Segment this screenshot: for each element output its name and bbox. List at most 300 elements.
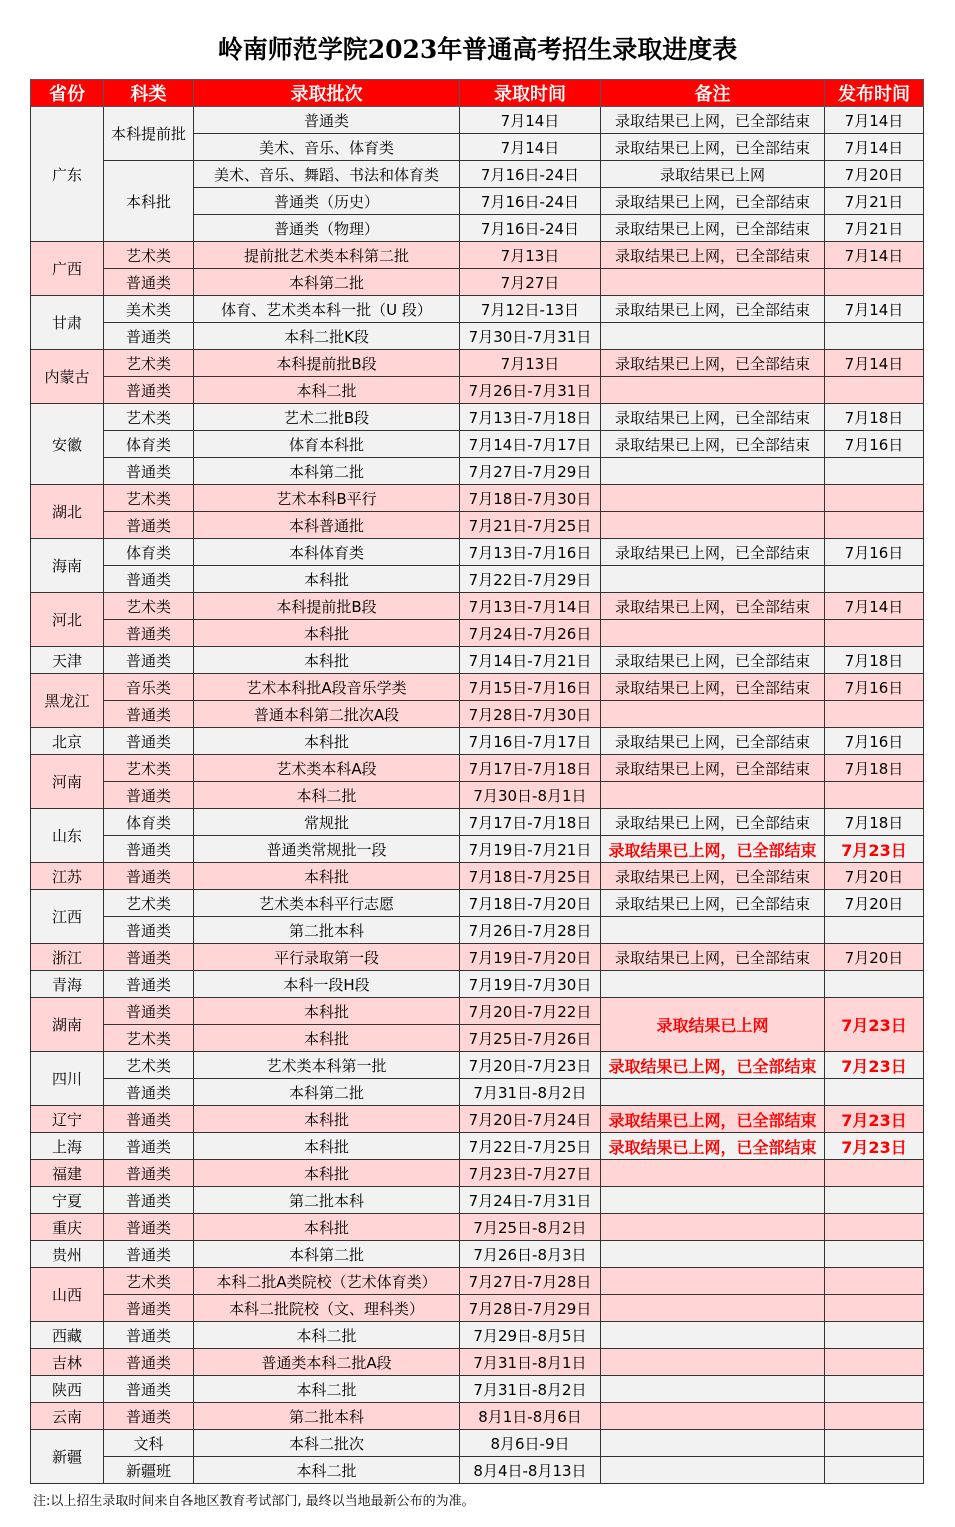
- publish-time-cell: 7月16日: [825, 674, 924, 701]
- table-row: [31, 539, 924, 566]
- category-cell: 普通类: [104, 863, 194, 890]
- table-row: [31, 593, 924, 620]
- admission-time-cell: 7月31日-8月2日: [460, 1079, 601, 1106]
- publish-time-cell: 7月16日: [825, 431, 924, 458]
- province-cell: 江西: [31, 890, 104, 944]
- admission-time-cell: 7月13日-7月18日: [460, 404, 601, 431]
- publish-time-cell: 7月23日: [825, 1106, 924, 1133]
- table-row: [31, 836, 924, 863]
- table-row: [31, 1376, 924, 1403]
- publish-time-cell: 7月14日: [825, 107, 924, 134]
- batch-cell: 本科批: [194, 1160, 460, 1187]
- province-cell: 新疆: [31, 1430, 104, 1484]
- batch-cell: 第二批本科: [194, 917, 460, 944]
- batch-cell: 本科二批: [194, 782, 460, 809]
- table-row: [31, 1079, 924, 1106]
- remarks-cell: 录取结果已上网，已全部结束: [601, 539, 825, 566]
- admission-time-cell: 7月20日-7月23日: [460, 1052, 601, 1079]
- publish-time-cell: [825, 1403, 924, 1430]
- remarks-cell: [601, 566, 825, 593]
- admission-time-cell: 7月13日-7月16日: [460, 539, 601, 566]
- province-cell: 河南: [31, 755, 104, 809]
- remarks-cell: 录取结果已上网，已全部结束: [601, 350, 825, 377]
- remarks-cell: [601, 971, 825, 998]
- admission-time-cell: 7月14日-7月17日: [460, 431, 601, 458]
- admission-time-cell: 7月30日-8月1日: [460, 782, 601, 809]
- table-row: [31, 755, 924, 782]
- category-cell: 普通类: [104, 917, 194, 944]
- admission-time-cell: 7月13日: [460, 350, 601, 377]
- batch-cell: 常规批: [194, 809, 460, 836]
- table-row: [31, 485, 924, 512]
- remarks-cell: 录取结果已上网，已全部结束: [601, 134, 825, 161]
- admission-time-cell: 7月21日-7月25日: [460, 512, 601, 539]
- remarks-cell: [601, 1187, 825, 1214]
- category-cell: 艺术类: [104, 404, 194, 431]
- remarks-cell: 录取结果已上网，已全部结束: [601, 863, 825, 890]
- publish-time-cell: [825, 1241, 924, 1268]
- publish-time-cell: [825, 323, 924, 350]
- admission-time-cell: 7月31日-8月2日: [460, 1376, 601, 1403]
- admission-time-cell: 7月22日-7月29日: [460, 566, 601, 593]
- category-cell: 普通类: [104, 323, 194, 350]
- table-row: [31, 161, 924, 188]
- remarks-cell: 录取结果已上网，已全部结束: [601, 674, 825, 701]
- admission-time-cell: 7月26日-7月31日: [460, 377, 601, 404]
- province-cell: 黑龙江: [31, 674, 104, 728]
- province-cell: 广东: [31, 107, 104, 242]
- remarks-cell: [601, 485, 825, 512]
- batch-cell: 本科批: [194, 647, 460, 674]
- admission-time-cell: 7月13日-7月14日: [460, 593, 601, 620]
- table-row: [31, 1052, 924, 1079]
- category-cell: 艺术类: [104, 1025, 194, 1052]
- province-cell: 广西: [31, 242, 104, 296]
- admission-time-cell: 7月14日-7月21日: [460, 647, 601, 674]
- table-row: [31, 620, 924, 647]
- province-cell: 浙江: [31, 944, 104, 971]
- remarks-cell: [601, 1079, 825, 1106]
- admission-time-cell: 8月6日-9日: [460, 1430, 601, 1457]
- remarks-cell: 录取结果已上网: [601, 998, 825, 1052]
- batch-cell: 本科第二批: [194, 1241, 460, 1268]
- publish-time-cell: 7月14日: [825, 242, 924, 269]
- batch-cell: 艺术类本科第一批: [194, 1052, 460, 1079]
- category-cell: 普通类: [104, 998, 194, 1025]
- remarks-cell: 录取结果已上网，已全部结束: [601, 728, 825, 755]
- province-cell: 贵州: [31, 1241, 104, 1268]
- province-cell: 云南: [31, 1403, 104, 1430]
- province-cell: 湖南: [31, 998, 104, 1052]
- category-cell: 艺术类: [104, 485, 194, 512]
- province-cell: 湖北: [31, 485, 104, 539]
- remarks-cell: [601, 1457, 825, 1484]
- category-cell: 艺术类: [104, 1052, 194, 1079]
- publish-time-cell: [825, 1214, 924, 1241]
- table-row: [31, 1295, 924, 1322]
- publish-time-cell: [825, 1187, 924, 1214]
- publish-time-cell: [825, 566, 924, 593]
- admission-time-cell: 8月4日-8月13日: [460, 1457, 601, 1484]
- remarks-cell: 录取结果已上网，已全部结束: [601, 296, 825, 323]
- publish-time-cell: [825, 377, 924, 404]
- publish-time-cell: 7月14日: [825, 134, 924, 161]
- publish-time-cell: [825, 971, 924, 998]
- admission-time-cell: 7月30日-7月31日: [460, 323, 601, 350]
- batch-cell: 本科普通批: [194, 512, 460, 539]
- table-row: [31, 1268, 924, 1295]
- batch-cell: 艺术二批B段: [194, 404, 460, 431]
- category-cell: 普通类: [104, 647, 194, 674]
- batch-cell: 本科二批K段: [194, 323, 460, 350]
- batch-cell: 普通类: [194, 107, 460, 134]
- table-header-row: [31, 80, 924, 107]
- remarks-cell: 录取结果已上网，已全部结束: [601, 755, 825, 782]
- batch-cell: 本科一段H段: [194, 971, 460, 998]
- batch-cell: 艺术本科批A段音乐学类: [194, 674, 460, 701]
- category-cell: 普通类: [104, 944, 194, 971]
- publish-time-cell: [825, 512, 924, 539]
- header-batch: 录取批次: [194, 80, 460, 107]
- admission-time-cell: 7月15日-7月16日: [460, 674, 601, 701]
- publish-time-cell: 7月23日: [825, 1133, 924, 1160]
- batch-cell: 本科提前批B段: [194, 350, 460, 377]
- remarks-cell: 录取结果已上网，已全部结束: [601, 215, 825, 242]
- category-cell: 艺术类: [104, 755, 194, 782]
- category-cell: 体育类: [104, 539, 194, 566]
- batch-cell: 本科批: [194, 998, 460, 1025]
- publish-time-cell: 7月20日: [825, 863, 924, 890]
- batch-cell: 普通类本科二批A段: [194, 1349, 460, 1376]
- remarks-cell: 录取结果已上网，已全部结束: [601, 836, 825, 863]
- province-cell: 青海: [31, 971, 104, 998]
- table-row: [31, 1403, 924, 1430]
- admission-time-cell: 7月18日-7月30日: [460, 485, 601, 512]
- remarks-cell: 录取结果已上网，已全部结束: [601, 890, 825, 917]
- province-cell: 陕西: [31, 1376, 104, 1403]
- admission-time-cell: 7月20日-7月22日: [460, 998, 601, 1025]
- batch-cell: 体育、艺术类本科一批（U 段）: [194, 296, 460, 323]
- publish-time-cell: 7月21日: [825, 215, 924, 242]
- category-cell: 艺术类: [104, 593, 194, 620]
- batch-cell: 第二批本科: [194, 1187, 460, 1214]
- remarks-cell: [601, 458, 825, 485]
- remarks-cell: 录取结果已上网，已全部结束: [601, 1052, 825, 1079]
- table-row: [31, 647, 924, 674]
- province-cell: 上海: [31, 1133, 104, 1160]
- remarks-cell: [601, 323, 825, 350]
- batch-cell: 本科第二批: [194, 458, 460, 485]
- province-cell: 辽宁: [31, 1106, 104, 1133]
- batch-cell: 第二批本科: [194, 1403, 460, 1430]
- category-cell: 普通类: [104, 1160, 194, 1187]
- batch-cell: 本科二批: [194, 377, 460, 404]
- remarks-cell: 录取结果已上网，已全部结束: [601, 1106, 825, 1133]
- province-cell: 福建: [31, 1160, 104, 1187]
- category-cell: 普通类: [104, 512, 194, 539]
- remarks-cell: 录取结果已上网，已全部结束: [601, 809, 825, 836]
- table-row: [31, 1457, 924, 1484]
- province-cell: 西藏: [31, 1322, 104, 1349]
- table-row: [31, 863, 924, 890]
- province-cell: 天津: [31, 647, 104, 674]
- publish-time-cell: 7月23日: [825, 836, 924, 863]
- batch-cell: 普通本科第二批次A段: [194, 701, 460, 728]
- category-cell: 普通类: [104, 1376, 194, 1403]
- page-title: 岭南师范学院2023年普通高考招生录取进度表: [217, 35, 738, 64]
- batch-cell: 本科批: [194, 728, 460, 755]
- category-cell: 美术类: [104, 296, 194, 323]
- remarks-cell: [601, 620, 825, 647]
- publish-time-cell: [825, 1322, 924, 1349]
- admission-time-cell: 7月27日-7月29日: [460, 458, 601, 485]
- remarks-cell: 录取结果已上网，已全部结束: [601, 593, 825, 620]
- category-cell: 本科提前批: [104, 107, 194, 161]
- batch-cell: 本科批: [194, 620, 460, 647]
- admission-time-cell: 7月27日: [460, 269, 601, 296]
- batch-cell: 本科第二批: [194, 269, 460, 296]
- table-row: [31, 512, 924, 539]
- table-row: [31, 782, 924, 809]
- batch-cell: 本科提前批B段: [194, 593, 460, 620]
- publish-time-cell: [825, 782, 924, 809]
- table-row: [31, 1160, 924, 1187]
- table-row: [31, 1214, 924, 1241]
- category-cell: 艺术类: [104, 242, 194, 269]
- category-cell: 普通类: [104, 566, 194, 593]
- table-row: [31, 944, 924, 971]
- province-cell: 重庆: [31, 1214, 104, 1241]
- remarks-cell: [601, 1160, 825, 1187]
- publish-time-cell: 7月20日: [825, 944, 924, 971]
- publish-time-cell: [825, 620, 924, 647]
- batch-cell: 本科批: [194, 863, 460, 890]
- admission-time-cell: 7月20日-7月24日: [460, 1106, 601, 1133]
- admission-time-cell: 7月23日-7月27日: [460, 1160, 601, 1187]
- header-remarks: 备注: [601, 80, 825, 107]
- category-cell: 本科批: [104, 161, 194, 242]
- remarks-cell: [601, 1241, 825, 1268]
- category-cell: 体育类: [104, 431, 194, 458]
- category-cell: 艺术类: [104, 890, 194, 917]
- province-cell: 山东: [31, 809, 104, 863]
- admission-time-cell: 7月26日-8月3日: [460, 1241, 601, 1268]
- table-row: [31, 1106, 924, 1133]
- category-cell: 体育类: [104, 809, 194, 836]
- admission-time-cell: 8月1日-8月6日: [460, 1403, 601, 1430]
- admission-time-cell: 7月17日-7月18日: [460, 809, 601, 836]
- batch-cell: 普通类（物理）: [194, 215, 460, 242]
- table-row: [31, 296, 924, 323]
- header-province: 省份: [31, 80, 104, 107]
- remarks-cell: 录取结果已上网，已全部结束: [601, 242, 825, 269]
- admission-time-cell: 7月25日-7月26日: [460, 1025, 601, 1052]
- remarks-cell: 录取结果已上网，已全部结束: [601, 431, 825, 458]
- category-cell: 普通类: [104, 1133, 194, 1160]
- category-cell: 普通类: [104, 458, 194, 485]
- admission-time-cell: 7月24日-7月26日: [460, 620, 601, 647]
- admission-time-cell: 7月16日-24日: [460, 161, 601, 188]
- remarks-cell: 录取结果已上网，已全部结束: [601, 404, 825, 431]
- table-row: [31, 377, 924, 404]
- batch-cell: 本科批: [194, 566, 460, 593]
- publish-time-cell: [825, 917, 924, 944]
- batch-cell: 普通类常规批一段: [194, 836, 460, 863]
- publish-time-cell: 7月16日: [825, 539, 924, 566]
- remarks-cell: [601, 1349, 825, 1376]
- remarks-cell: [601, 512, 825, 539]
- province-cell: 海南: [31, 539, 104, 593]
- table-row: [31, 1241, 924, 1268]
- admission-time-cell: 7月14日: [460, 134, 601, 161]
- remarks-cell: [601, 1322, 825, 1349]
- admission-progress-table: [30, 79, 924, 1484]
- publish-time-cell: 7月14日: [825, 296, 924, 323]
- remarks-cell: [601, 1403, 825, 1430]
- table-row: [31, 998, 924, 1025]
- table-row: [31, 1430, 924, 1457]
- batch-cell: 本科二批: [194, 1457, 460, 1484]
- publish-time-cell: 7月18日: [825, 404, 924, 431]
- remarks-cell: [601, 917, 825, 944]
- publish-time-cell: [825, 1079, 924, 1106]
- publish-time-cell: [825, 1430, 924, 1457]
- header-admission-time: 录取时间: [460, 80, 601, 107]
- admission-time-cell: 7月16日-24日: [460, 188, 601, 215]
- table-row: [31, 431, 924, 458]
- category-cell: 普通类: [104, 1349, 194, 1376]
- admission-time-cell: 7月28日-7月29日: [460, 1295, 601, 1322]
- table-row: [31, 971, 924, 998]
- publish-time-cell: 7月23日: [825, 998, 924, 1052]
- publish-time-cell: 7月23日: [825, 1052, 924, 1079]
- province-cell: 甘肃: [31, 296, 104, 350]
- table-row: [31, 404, 924, 431]
- batch-cell: 本科批: [194, 1214, 460, 1241]
- remarks-cell: [601, 269, 825, 296]
- admission-time-cell: 7月18日-7月25日: [460, 863, 601, 890]
- header-publish-time: 发布时间: [825, 80, 924, 107]
- table-row: [31, 809, 924, 836]
- category-cell: 普通类: [104, 971, 194, 998]
- batch-cell: 本科第二批: [194, 1079, 460, 1106]
- category-cell: 普通类: [104, 836, 194, 863]
- batch-cell: 平行录取第一段: [194, 944, 460, 971]
- batch-cell: 本科体育类: [194, 539, 460, 566]
- batch-cell: 艺术类本科平行志愿: [194, 890, 460, 917]
- batch-cell: 本科二批次: [194, 1430, 460, 1457]
- province-cell: 山西: [31, 1268, 104, 1322]
- category-cell: 普通类: [104, 782, 194, 809]
- footnote: 注:以上招生录取时间来自各地区教育考试部门, 最终以当地最新公布的为准。: [33, 1494, 475, 1509]
- remarks-cell: [601, 1268, 825, 1295]
- admission-time-cell: 7月24日-7月31日: [460, 1187, 601, 1214]
- publish-time-cell: [825, 1457, 924, 1484]
- category-cell: 新疆班: [104, 1457, 194, 1484]
- admission-time-cell: 7月28日-7月30日: [460, 701, 601, 728]
- batch-cell: 本科批: [194, 1106, 460, 1133]
- table-row: [31, 350, 924, 377]
- province-cell: 吉林: [31, 1349, 104, 1376]
- province-cell: 内蒙古: [31, 350, 104, 404]
- table-row: [31, 1349, 924, 1376]
- table-row: [31, 674, 924, 701]
- publish-time-cell: 7月16日: [825, 728, 924, 755]
- table-row: [31, 458, 924, 485]
- publish-time-cell: 7月14日: [825, 593, 924, 620]
- admission-time-cell: 7月26日-7月28日: [460, 917, 601, 944]
- category-cell: 普通类: [104, 1295, 194, 1322]
- table-row: [31, 701, 924, 728]
- category-cell: 艺术类: [104, 1268, 194, 1295]
- batch-cell: 美术、音乐、体育类: [194, 134, 460, 161]
- batch-cell: 本科二批: [194, 1376, 460, 1403]
- batch-cell: 艺术本科B平行: [194, 485, 460, 512]
- publish-time-cell: 7月18日: [825, 647, 924, 674]
- admission-time-cell: 7月19日-7月21日: [460, 836, 601, 863]
- category-cell: 普通类: [104, 728, 194, 755]
- publish-time-cell: 7月21日: [825, 188, 924, 215]
- admission-time-cell: 7月22日-7月25日: [460, 1133, 601, 1160]
- category-cell: 普通类: [104, 1187, 194, 1214]
- table-row: [31, 242, 924, 269]
- remarks-cell: [601, 1430, 825, 1457]
- admission-time-cell: 7月29日-8月5日: [460, 1322, 601, 1349]
- admission-time-cell: 7月19日-7月20日: [460, 944, 601, 971]
- admission-time-cell: 7月31日-8月1日: [460, 1349, 601, 1376]
- publish-time-cell: 7月18日: [825, 755, 924, 782]
- remarks-cell: 录取结果已上网，已全部结束: [601, 647, 825, 674]
- batch-cell: 美术、音乐、舞蹈、书法和体育类: [194, 161, 460, 188]
- admission-time-cell: 7月16日-7月17日: [460, 728, 601, 755]
- publish-time-cell: [825, 458, 924, 485]
- province-cell: 江苏: [31, 863, 104, 890]
- batch-cell: 提前批艺术类本科第二批: [194, 242, 460, 269]
- category-cell: 文科: [104, 1430, 194, 1457]
- table-body: [31, 107, 924, 1484]
- admission-time-cell: 7月25日-8月2日: [460, 1214, 601, 1241]
- category-cell: 普通类: [104, 1322, 194, 1349]
- remarks-cell: [601, 701, 825, 728]
- category-cell: 普通类: [104, 377, 194, 404]
- batch-cell: 本科二批: [194, 1322, 460, 1349]
- admission-time-cell: 7月19日-7月30日: [460, 971, 601, 998]
- batch-cell: 体育本科批: [194, 431, 460, 458]
- table-row: [31, 1187, 924, 1214]
- category-cell: 普通类: [104, 701, 194, 728]
- publish-time-cell: 7月20日: [825, 890, 924, 917]
- category-cell: 普通类: [104, 269, 194, 296]
- category-cell: 普通类: [104, 620, 194, 647]
- table-row: [31, 890, 924, 917]
- remarks-cell: 录取结果已上网，已全部结束: [601, 1133, 825, 1160]
- category-cell: 普通类: [104, 1403, 194, 1430]
- table-row: [31, 323, 924, 350]
- table-row: [31, 1322, 924, 1349]
- publish-time-cell: 7月14日: [825, 350, 924, 377]
- category-cell: 普通类: [104, 1106, 194, 1133]
- province-cell: 宁夏: [31, 1187, 104, 1214]
- province-cell: 河北: [31, 593, 104, 647]
- batch-cell: 本科二批A类院校（艺术体育类）: [194, 1268, 460, 1295]
- remarks-cell: [601, 1376, 825, 1403]
- table-row: [31, 917, 924, 944]
- table-row: [31, 1133, 924, 1160]
- remarks-cell: [601, 782, 825, 809]
- remarks-cell: 录取结果已上网，已全部结束: [601, 188, 825, 215]
- remarks-cell: [601, 377, 825, 404]
- header-category: 科类: [104, 80, 194, 107]
